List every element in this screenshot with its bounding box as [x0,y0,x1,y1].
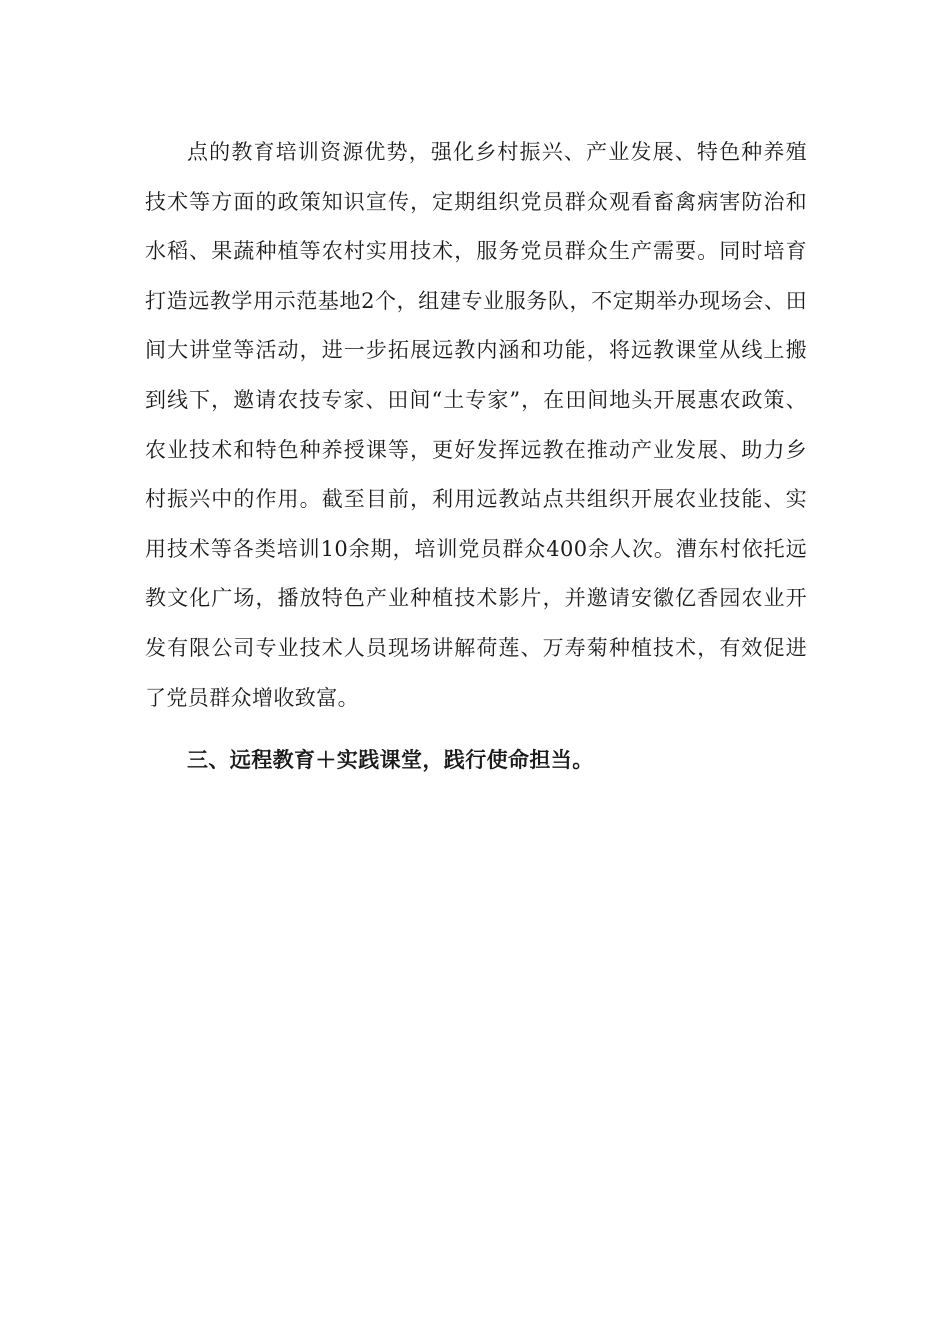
body-text [145,128,807,723]
paragraph: 点的教育培训资源优势，强化乡村振兴、产业发展、特色种养殖技术等方面的政策知识宣传，定期组织党员群众观看畜禽病害防治和水稻、果蔬种植等农村实用技术，服务党员群众生产需要。同时培育打造远教学用示范基地2个，组建专业服务队，不定期举办现场会、田间大讲堂等活动，进一步拓展远教内涵和功能，将远教课堂从线上搬到线下，邀请农技专家、田间“土专家”，在田间地头开展惠农政策、农业技术和特色种养授课等，更好发挥远教在推动产业发展、助力乡村振兴中的作用。截至目前，利用远教站点共组织开展农业技能、实用技术等各类培训10余期，培训党员群众400余人次。漕东村依托远教文化广场，播放特色产业种植技术影片，并邀请安徽亿香园农业开发有限公司专业技术人员现场讲解荷莲、万寿菊种植技术，有效促进了党员群众增收致富。 [145,140,807,710]
section-heading: 三、远程教育＋实践课堂，践行使命担当。 [187,748,594,772]
